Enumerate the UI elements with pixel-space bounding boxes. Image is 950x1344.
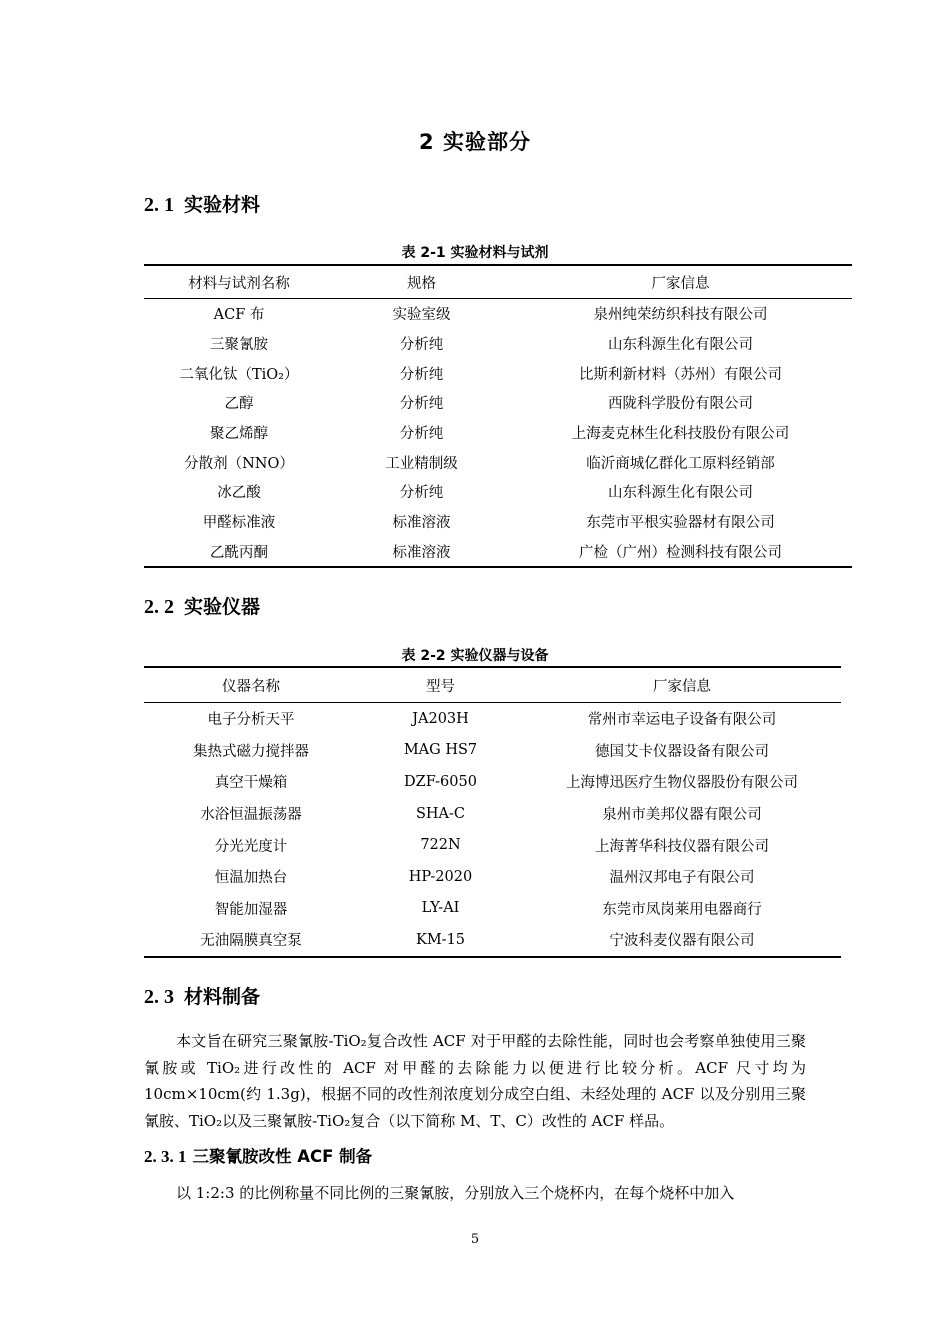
table-cell: 恒温加热台 (214, 870, 288, 887)
section-title-text: 实验材料 (184, 194, 261, 216)
instruments-table (144, 666, 841, 958)
section-title-text: 实验仪器 (184, 596, 261, 618)
table-cell: 分析纯 (399, 426, 444, 443)
table-cell: DZF-6050 (404, 773, 477, 790)
table-cell: 乙酰丙酮 (210, 544, 268, 561)
table-row (144, 703, 841, 735)
table-cell: 分散剂（NNO） (184, 455, 294, 472)
table-cell: 实验室级 (392, 307, 451, 324)
table-cell: 工业精制级 (385, 455, 458, 472)
table-header-row (144, 667, 841, 703)
table-cell: 智能加湿器 (214, 901, 288, 918)
table-row (144, 388, 852, 418)
table-cell: 常州市幸运电子设备有限公司 (587, 712, 777, 729)
table-cell: 冰乙酸 (217, 485, 261, 502)
table-cell: 水浴恒温振荡器 (200, 807, 302, 824)
table-row (144, 447, 852, 477)
table-cell: 甲醛标准液 (202, 515, 276, 532)
table-row (144, 735, 841, 767)
table-cell: 真空干燥箱 (214, 775, 288, 792)
table-cell: KM-15 (415, 931, 466, 948)
column-header: 型号 (426, 678, 455, 695)
table-cell: 广检（广州）检测科技有限公司 (579, 544, 782, 561)
table-cell: 上海博迅医疗生物仪器股份有限公司 (566, 775, 798, 792)
table-cell: 电子分析天平 (207, 712, 295, 729)
table-1-caption: 表 2-1 实验材料与试剂 (401, 245, 549, 261)
table-row (144, 537, 852, 568)
table-cell: 分析纯 (399, 485, 444, 502)
section-number: 2. 1 (144, 194, 174, 216)
table-cell: 温州汉邦电子有限公司 (609, 870, 755, 887)
section-heading-2-2 (144, 592, 260, 619)
table-row (144, 418, 852, 448)
table-row (144, 358, 852, 388)
column-header: 厂家信息 (651, 275, 710, 292)
table-cell: 分析纯 (399, 366, 444, 383)
materials-table (144, 264, 852, 568)
column-header: 厂家信息 (653, 678, 711, 695)
table-cell: 宁波科麦仪器有限公司 (609, 933, 755, 950)
table-cell: 标准溶液 (392, 544, 451, 561)
table-cell: ACF 布 (213, 307, 265, 324)
table-cell: 泉州纯荣纺织科技有限公司 (593, 307, 768, 324)
table-row (144, 329, 852, 359)
section-heading-2-1 (144, 190, 260, 217)
table-cell: 临沂商城亿群化工原料经销部 (586, 455, 775, 472)
subsection-heading-2-3-1 (144, 1143, 372, 1167)
page-number: 5 (470, 1232, 480, 1247)
table-cell: 标准溶液 (392, 515, 451, 532)
table-cell: 山东科源生化有限公司 (608, 337, 753, 354)
table-cell: SHA-C (415, 805, 466, 822)
table-cell: 二氧化钛（TiO₂） (179, 366, 299, 383)
table-cell: LY-AI (421, 900, 460, 917)
table-row (144, 829, 841, 861)
column-header: 规格 (407, 275, 436, 292)
table-cell: 集热式磁力搅拌器 (193, 743, 309, 760)
chapter-title: 2 实验部分 (419, 130, 531, 154)
section-heading-2-3 (144, 982, 260, 1009)
subsection-number: 2. 3. 1 (144, 1147, 187, 1166)
section-number: 2. 2 (144, 596, 174, 618)
section-title-text: 材料制备 (184, 986, 261, 1008)
table-row (144, 299, 852, 329)
body-paragraph: 以 1:2:3 的比例称量不同比例的三聚氰胺，分别放入三个烧杯内，在每个烧杯中加入 (176, 1184, 735, 1202)
table-cell: 泉州市美邦仪器有限公司 (602, 807, 762, 824)
table-row (144, 893, 841, 925)
table-row (144, 924, 841, 957)
column-header: 材料与试剂名称 (188, 275, 290, 292)
table-cell: 比斯利新材料（苏州）有限公司 (579, 366, 782, 383)
table-cell: 上海菁华科技仪器有限公司 (595, 838, 769, 855)
table-cell: 分析纯 (399, 337, 444, 354)
table-row (144, 798, 841, 830)
table-row (144, 477, 852, 507)
table-cell: 无油隔膜真空泵 (200, 933, 302, 950)
table-cell: 聚乙烯醇 (210, 426, 268, 443)
section-number: 2. 3 (144, 986, 174, 1008)
table-cell: JA203H (412, 710, 469, 727)
subsection-title-text: 三聚氰胺改性 ACF 制备 (192, 1147, 373, 1166)
table-cell: 东莞市凤岗莱用电器商行 (602, 901, 762, 918)
table-cell: 上海麦克林生化科技股份有限公司 (571, 426, 790, 443)
table-row (144, 766, 841, 798)
table-cell: 山东科源生化有限公司 (608, 485, 753, 502)
table-cell: 西陇科学股份有限公司 (608, 396, 753, 413)
table-row (144, 507, 852, 537)
table-cell: HP-2020 (408, 868, 473, 885)
table-cell: 分析纯 (399, 396, 444, 413)
table-2-caption: 表 2-2 实验仪器与设备 (401, 648, 549, 664)
table-cell: 三聚氰胺 (210, 337, 268, 354)
column-header: 仪器名称 (222, 678, 280, 695)
table-cell: 东莞市平根实验器材有限公司 (586, 515, 775, 532)
table-cell: 乙醇 (224, 396, 254, 413)
table-header-row (144, 265, 852, 299)
table-cell: 分光光度计 (214, 838, 288, 855)
table-cell: 德国艾卡仪器设备有限公司 (595, 743, 769, 760)
table-row (144, 861, 841, 893)
table-cell: MAG HS7 (403, 742, 478, 759)
table-cell: 722N (420, 837, 461, 854)
body-paragraph: 本文旨在研究三聚氰胺-TiO₂复合改性 ACF 对于甲醛的去除性能，同时也会考察单独使用三聚氰胺或 TiO₂进行改性的 ACF 对甲醛的去除能力以便进行比较分析。ACF 尺寸均为 10cm×10cm(约 1.3g)，根据不同的改性剂浓度划分成空白组、未经处理的 ACF 以及分别用三聚氰胺、TiO₂以及三聚氰胺-TiO₂复合（以下简称 M、T、C）改性的 ACF 样品。 (144, 1032, 806, 1130)
